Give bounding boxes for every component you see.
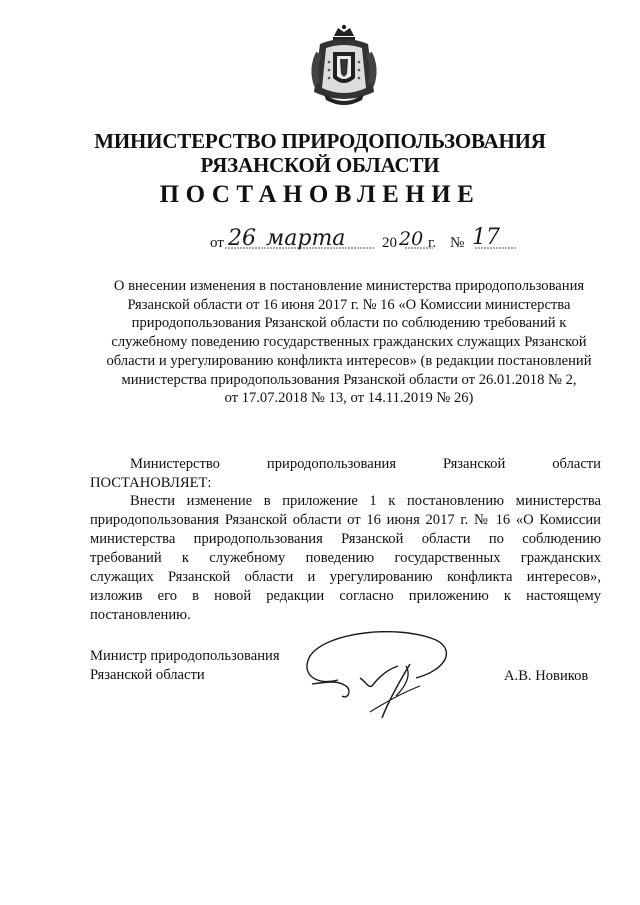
subject-line: области и урегулированию конфликта интересов» (в редакции постановлений [106, 352, 592, 369]
date-number-line [210, 225, 520, 254]
signer-name: А.В. Новиков [504, 668, 589, 684]
subject-line: природопользования Рязанской области по соблюдению требований к [131, 315, 567, 332]
paragraph-line: природопользования Рязанской области от 16 июня 2017 г. № 16 «О Комиссии [90, 512, 601, 528]
subject-line: Рязанской области от 16 июня 2017 г. № 16 «О Комиссии министерства [127, 296, 571, 313]
document-type-title: ПОСТАНОВЛЕНИЕ [159, 181, 481, 208]
subject-heading [80, 277, 618, 408]
date-year-suffix: 20 [399, 228, 424, 250]
handwritten-signature [286, 626, 456, 726]
ministry-name-line2: РЯЗАНСКОЙ ОБЛАСТИ [200, 153, 440, 177]
paragraph-line: служащих Рязанской области и урегулированию конфликта интересов», [90, 569, 601, 585]
ministry-name-line1: МИНИСТЕРСТВО ПРИРОДОПОЛЬЗОВАНИЯ [94, 129, 546, 153]
date-day: 26 [228, 226, 256, 251]
preamble-decides: ПОСТАНОВЛЯЕТ: [90, 475, 212, 491]
subject-line: от 17.07.2018 № 13, от 14.11.2019 № 26) [224, 390, 474, 407]
paragraph-line: требований к служебному поведению государственных гражданских [90, 550, 601, 566]
preamble-line: Министерство природопользования Рязанской области [130, 456, 601, 472]
subject-line: О внесении изменения в постановление министерства природопользования [113, 278, 585, 294]
date-month: марта [266, 226, 346, 251]
paragraph-line: Внести изменение в приложение 1 к постановлению министерства [130, 493, 601, 509]
document-number: 17 [472, 225, 500, 250]
paragraph-line: министерства природопользования Рязанской области по соблюдению [90, 531, 601, 547]
paragraph-line: постановлению. [90, 607, 191, 623]
date-underline [225, 247, 521, 251]
signer-position-line1: Министр природопользования [90, 648, 280, 664]
date-prefix: от [210, 235, 224, 251]
date-year-unit: г. [428, 235, 437, 251]
coat-of-arms-icon [300, 22, 388, 108]
date-year-prefix: 20 [382, 235, 397, 251]
subject-line: служебному поведению государственных гражданских служащих Рязанской [111, 334, 587, 351]
subject-line: министерства природопользования Рязанской области от 26.01.2018 № 2, [121, 371, 577, 388]
number-sign: № [450, 235, 465, 251]
signer-position-line2: Рязанской области [90, 667, 205, 683]
paragraph-line: изложив его в новой редакции согласно приложению к настоящему [90, 588, 601, 604]
